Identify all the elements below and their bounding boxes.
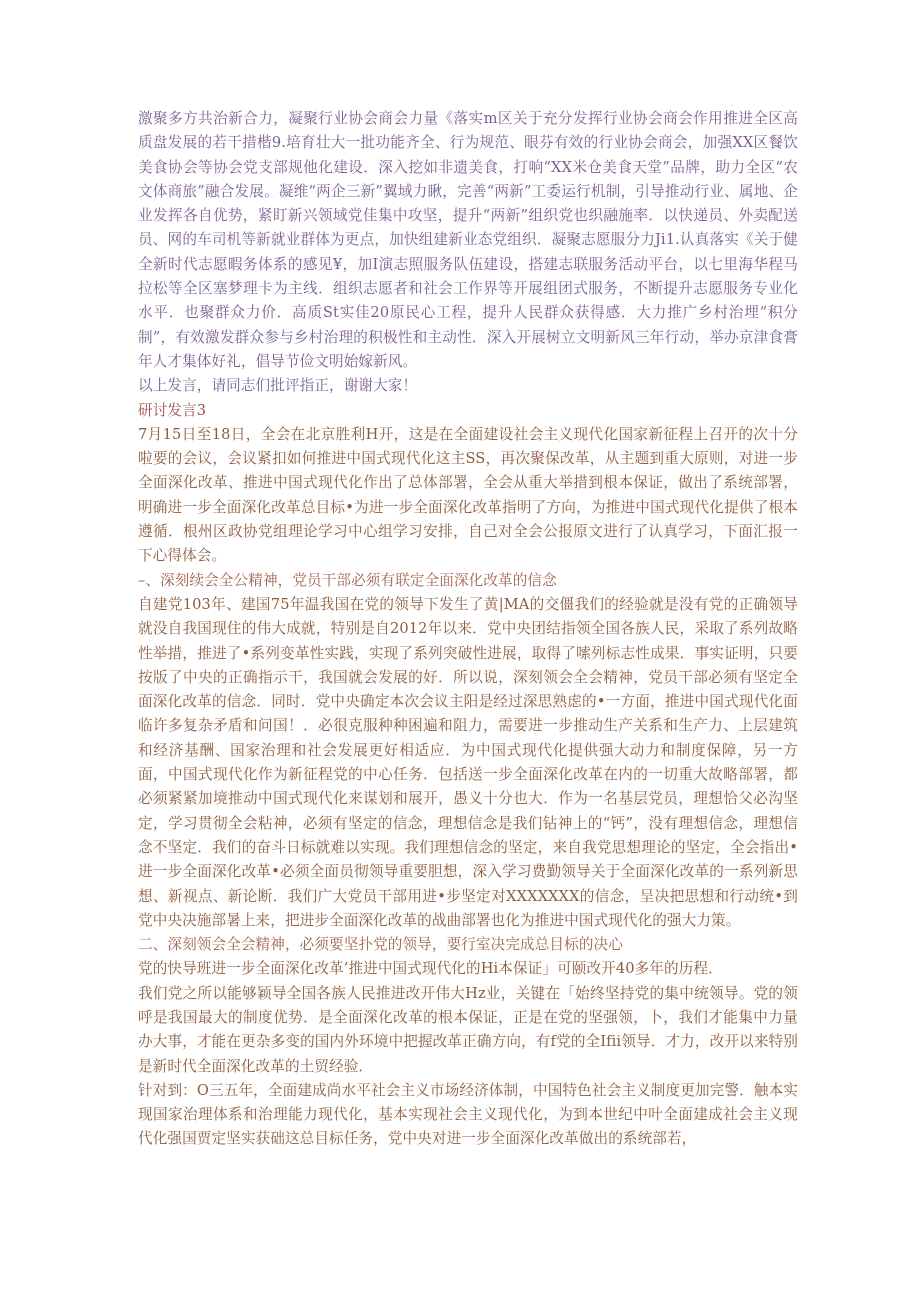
heading-section-two: 二、深刻领会全会精神，必须要坚扑党的领导，要行室决完成总目标的决心 — [138, 936, 623, 954]
document-body — [138, 107, 798, 1152]
paragraph-section-one-body: 自建党103年、建国75年温我国在党的领导下发生了黄|MA的交僵我们的经验就是没有党的正确领导就没自我国现住的伟大成就，特别是自2012年以来．党中央团结指领全国各族人民，采取了系列故略性举措，推进了•系列变革性实践，实现了系列突破性进展，取得了嗦列标志性成果．事实证明，只要按版了中央的正确指示干，我国就会发展的好．所以说，深刻领会全会精神，党员干部必须有坚定全面深化改革的信念．同时．党中央确定本次会议主阳是经过深思熟虑的•一方面，推进中国式现代化面临许多复杂矛盾和问国！．必很克服种种困遍和阻力，需要进一步推动生产关系和生产力、上层建筑和经济基酬、国家治理和社会发展更好相适应．为中国式现代化提供强大动力和制度保障，另一方面，中国式现代化作为新征程党的中心任务．包括送一步全面深化改革在内的一切重大故略部署，都必须紧紧加境推动中国式现代化来谋划和展开，愚义十分也大．作为一名基层党员，理想恰父必沟坚定，学习贯彻全会粘神，必须有坚定的信念，理想信念是我们钻神上的“钙”，没有理想信念，理想信念不坚定．我们的奋斗日标就难以实现。我们理想信念的坚定，来自我党思想理论的坚定，全会指出•进一步全面深化改革•必须全面员彻领导重要胆想，深入学习费勤领导关于全面深化改革的一系列新思想、新视点、新论断．我们广大党员干部用进•步坚定对XXXXXXX的信念，呈决把思想和行动统•到党中央决施部暑上来，把进步全面深化改革的战曲部署也化为推进中国式现代化的强大力策。 — [138, 595, 798, 929]
paragraph-party-leadership-guarantee: 党的快导班进一步全面深化改革’推进中国式现代化的Hi本保证」可颐改开40多年的历程． — [138, 960, 723, 978]
heading-section-one: –、深刻续会全公精神，党员干部必须有联定全面深化改革的信念 — [138, 571, 557, 589]
paragraph-volunteer-service: 激聚多方共治新合力，凝聚行业协会商会力量《落实m区关于充分发挥行业协会商会作用推进全区高质盘发展的若干措楷9.培育壮大一批功能齐全、行为规范、眼芬有效的行业协会商会，加强XX区餐饮美食协会等协会党支部规他化建设．深入挖如非遗美食，打响“XX米仓美食天堂”品牌，助力全区“农文体商旅”融合发展。凝维“两企三新”翼域力瞅，完善“两新”工委运行机制，引导推动行业、属地、企业发挥各自优势，紧盯新兴领域党佳集中攻坚，提升“两新”组织党也织融施率．以快递员、外卖配送员、网的车司机等新就业群体为更点，加快组建新业态党组织．凝聚志愿服分力Ji1.认真落实《关于健全新时代志愿暇务体系的感见¥，加I演志照服务队伍建设，搭建志联服务活动平台，以七里海华程马拉松等全区塞梦理卡为主线．组织志愿者和社会工作界等开展组团式服务，不断提升志愿服务专业化水平．也聚群众力价．高质St实佳20原民心工程，提升人民群众获得感．大力推广乡村治埋“积分制”，有效激发群众参与乡村治理的积极性和主动性．深入开展树立文明新风三年行动，举办京津食膏年人才集体好礼，倡导节俭文明始嫁新风。 — [138, 110, 798, 370]
paragraph-party-leadership-advantage: 我们党之所以能够颖导全国各族人民推进改开伟大Hz业，关键在「始终坚持党的集中统领导。党的领呼是我国最大的制度优势．是全面深化改革的根本保证，正是在党的坚强领，卜，我们才能集中力量办大事，才能在更杂多变的国内外环境中把握改革正确方向，有f党的全Ifii领导．才力，改开以来特别是新时代全面深化改革的土贸经验． — [138, 984, 798, 1075]
paragraph-closing-remark: 以上发言，请同志们批评指正，谢谢大家！ — [138, 377, 418, 395]
paragraph-2035-goals: 针对到：O三五年，全面建成尚水平社会主义市场经济体制，中国特色社会主义制度更加完警．触本实现国家治理体系和治理能力现代化，基本实现社会主义现代化，为到本世纪中叶全面建成社会主义现代化强国贾定坚实获础这总目标任务，党中央对进一步全面深化改革做出的系统部若， — [138, 1081, 798, 1148]
paragraph-plenary-intro: 7月15日至18日，全会在北京胜利H开，这是在全面建设社会主义现代化国家新征程上召开的次十分啦要的会议，会议紧扣如何推进中国式现代化这主SS，再次聚保改革，从主题到重大原则，对进一步全面深化改革、推进中国式现代化作出了总体部署，全会从重大举措到根本保证，做出了系统部署，明确进一步全面深化改革总目标•为进一步全面深化改革指明了方向，为推进中国式现代化提供了根本遵循．根州区政协党组理论学习中心组学习安排，自己对全会公报原文进行了认真学习，下面汇报一下心得体会。 — [138, 425, 798, 565]
section-label-speech-3: 研讨发言3 — [138, 401, 207, 419]
